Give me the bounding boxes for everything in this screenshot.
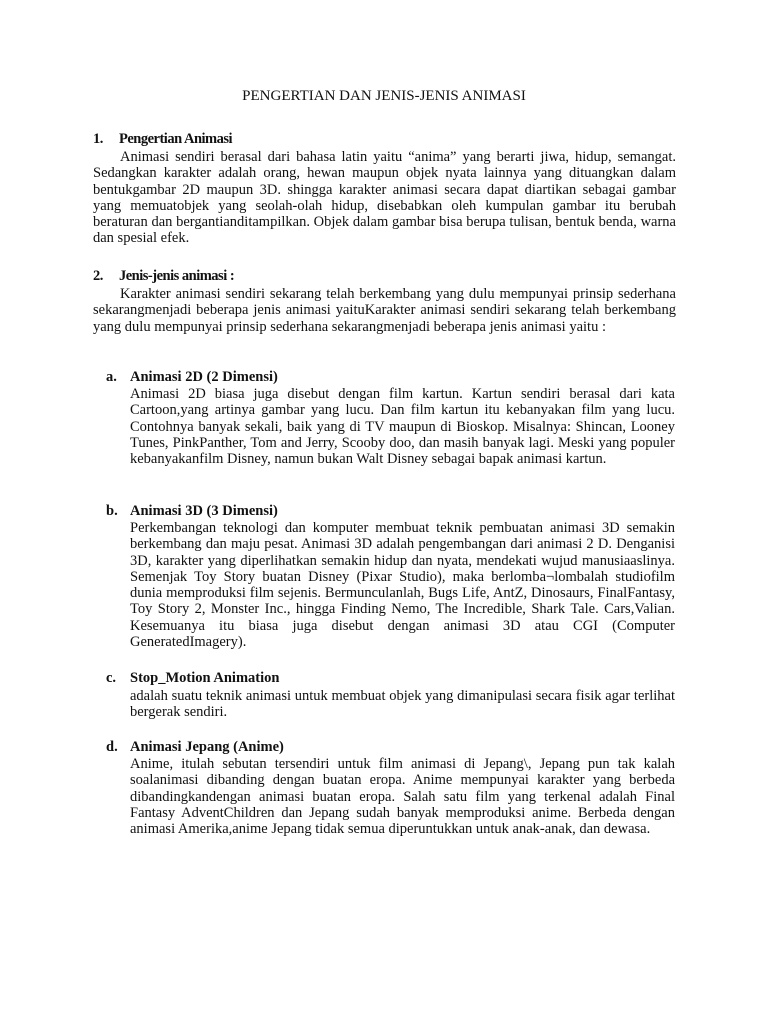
page-title: PENGERTIAN DAN JENIS-JENIS ANIMASI	[242, 88, 526, 104]
section-1-heading	[93, 131, 232, 148]
item-a-title: Animasi 2D (2 Dimensi)	[130, 369, 278, 385]
section-2-text: Karakter animasi sendiri sekarang telah berkembang yang dulu mempunyai prinsip sederhana sekarangmenjadi beberapa jenis animasi yaituKarakter animasi sendiri sekarang telah berkembang yang dulu mempunyai prinsip sederhana sekarangmenjadi beberapa jenis animasi yaitu :	[93, 286, 676, 335]
section-1-text: Animasi sendiri berasal dari bahasa latin yaitu “anima” yang berarti jiwa, hidup, semangat. Sedangkan karakter adalah orang, hewan maupun objek nyata lainnya yang dituangkan dalam bentukgambar 2D maupun 3D. shingga karakter animasi secara dapat diartikan sebagai gambar yang memuatobjek yang seolah-olah hidup, disebabkan oleh kumpulan gambar itu berubah beraturan dan bergantianditampilkan. Objek dalam gambar bisa berupa tulisan, bentuk benda, warna dan spesial efek.	[93, 149, 676, 247]
item-b-letter: b.	[106, 503, 118, 519]
item-c-title: Stop_Motion Animation	[130, 670, 280, 686]
section-2-heading	[93, 268, 234, 285]
item-d-heading	[106, 739, 284, 756]
item-d-body: Anime, itulah sebutan tersendiri untuk film animasi di Jepang\, Jepang pun tak kalah soalanimasi dibanding dengan buatan eropa. Anime mempunyai karakter yang berbeda dibandingkandengan animasi buatan eropa. Salah satu film yang terkenal adalah Final Fantasy AdventChildren dan Jepang sudah banyak memproduksi anime. Berbeda dengan animasi Amerika,anime Jepang tidak semua diperuntukkan untuk anak-anak, dan dewasa.	[130, 756, 675, 838]
item-c-letter: c.	[106, 670, 117, 686]
section-2-number: 2.	[93, 268, 103, 284]
item-b-body: Perkembangan teknologi dan komputer membuat teknik pembuatan animasi 3D semakin berkembang dan maju pesat. Animasi 3D adalah pengembangan dari animasi 2 D. Denganisi 3D, karakter yang diperlihatkan semakin hidup dan nyata, mendekati wujud manusiaaslinya. Semenjak Toy Story buatan Disney (Pixar Studio), maka berlomba¬lombalah studiofilm dunia memproduksi film sejenis. Bermunculanlah, Bugs Life, AntZ, Dinosaurs, FinalFantasy, Toy Story 2, Monster Inc., hingga Finding Nemo, The Incredible, Shark Tale. Cars,Valian. Kesemuanya itu biasa juga disebut dengan animasi 3D atau CGI (Computer GeneratedImagery).	[130, 520, 675, 651]
item-d-title: Animasi Jepang (Anime)	[130, 739, 284, 755]
section-1-number: 1.	[93, 131, 103, 147]
item-a-body: Animasi 2D biasa juga disebut dengan film kartun. Kartun sendiri berasal dari kata Cartoon,yang artinya gambar yang lucu. Dan film kartun itu kebanyakan film yang lucu. Contohnya banyak sekali, baik yang di TV maupun di Bioskop. Misalnya: Shincan, Looney Tunes, PinkPanther, Tom and Jerry, Scooby doo, dan masih banyak lagi. Meski yang populer kebanyakanfilm Disney, namun bukan Walt Disney sebagai bapak animasi kartun.	[130, 386, 675, 468]
item-c-body: adalah suatu teknik animasi untuk membuat objek yang dimanipulasi secara fisik agar terlihat bergerak sendiri.	[130, 688, 675, 721]
section-1-title: Pengertian Animasi	[119, 131, 233, 147]
item-c-heading	[106, 670, 279, 687]
section-2-paragraph	[93, 286, 676, 335]
item-a-letter: a.	[106, 369, 117, 385]
section-2-title: Jenis-jenis animasi :	[119, 268, 235, 284]
item-a-heading	[106, 369, 278, 386]
item-b-title: Animasi 3D (3 Dimensi)	[130, 503, 278, 519]
item-d-letter: d.	[106, 739, 118, 755]
section-1-paragraph	[93, 149, 676, 247]
item-b-heading	[106, 503, 278, 520]
